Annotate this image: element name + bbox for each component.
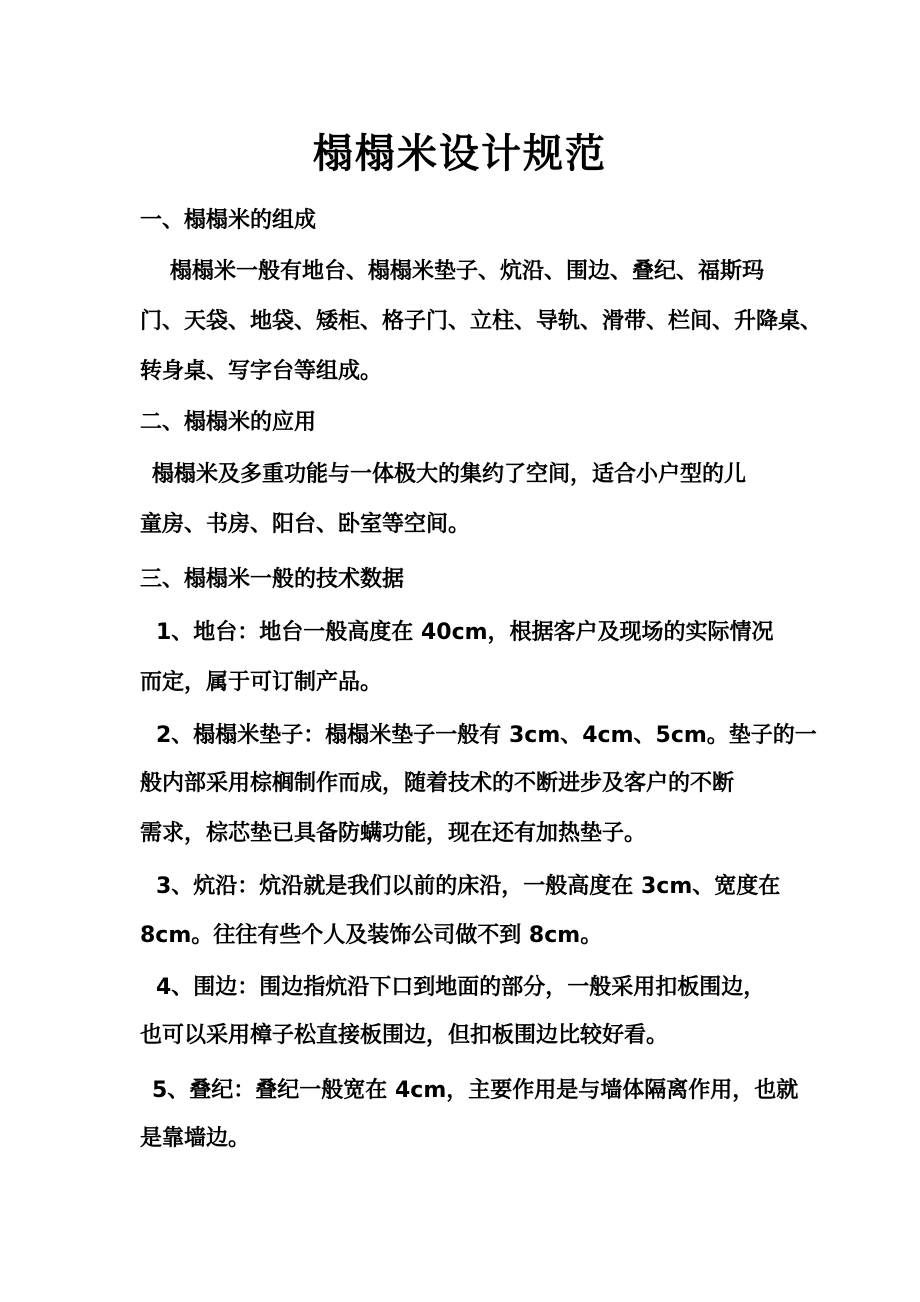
paragraph-line: 转身桌、写字台等组成。 [140, 359, 383, 384]
list-item-line: 3、炕沿：炕沿就是我们以前的床沿，一般高度在 3cm、宽度在 [156, 874, 781, 899]
list-item-line: 也可以采用樟子松直接板围边，但扣板围边比较好看。 [140, 1023, 669, 1048]
section-heading-technical-data: 三、榻榻米一般的技术数据 [140, 567, 405, 592]
paragraph-line: 门、天袋、地袋、矮柜、格子门、立柱、导轨、滑带、栏间、升降桌、 [140, 309, 823, 334]
list-item-line: 8cm。往往有些个人及装饰公司做不到 8cm。 [140, 923, 603, 948]
paragraph-line: 榻榻米及多重功能与一体极大的集约了空间，适合小户型的儿 [152, 462, 747, 487]
list-item-line: 1、地台：地台一般高度在 40cm，根据客户及现场的实际情况 [156, 620, 774, 645]
paragraph-line: 童房、书房、阳台、卧室等空间。 [140, 512, 471, 537]
list-item-line: 般内部采用棕榈制作而成，随着技术的不断进步及客户的不断 [140, 771, 735, 796]
list-item-line: 是靠墙边。 [140, 1126, 251, 1151]
list-item-line: 需求，棕芯垫已具备防螨功能，现在还有加热垫子。 [140, 821, 647, 846]
section-heading-application: 二、榻榻米的应用 [140, 410, 317, 435]
list-item-line: 2、榻榻米垫子：榻榻米垫子一般有 3cm、4cm、5cm。垫子的一 [156, 723, 817, 748]
list-item-line: 而定，属于可订制产品。 [140, 670, 383, 695]
document-title: 榻榻米设计规范 [313, 131, 607, 177]
paragraph-line: 榻榻米一般有地台、榻榻米垫子、炕沿、围边、叠纪、福斯玛 [170, 259, 765, 284]
list-item-line: 5、叠纪：叠纪一般宽在 4cm，主要作用是与墙体隔离作用，也就 [152, 1078, 799, 1103]
section-heading-composition: 一、榻榻米的组成 [140, 208, 317, 233]
list-item-line: 4、围边：围边指炕沿下口到地面的部分，一般采用扣板围边， [156, 975, 766, 1000]
